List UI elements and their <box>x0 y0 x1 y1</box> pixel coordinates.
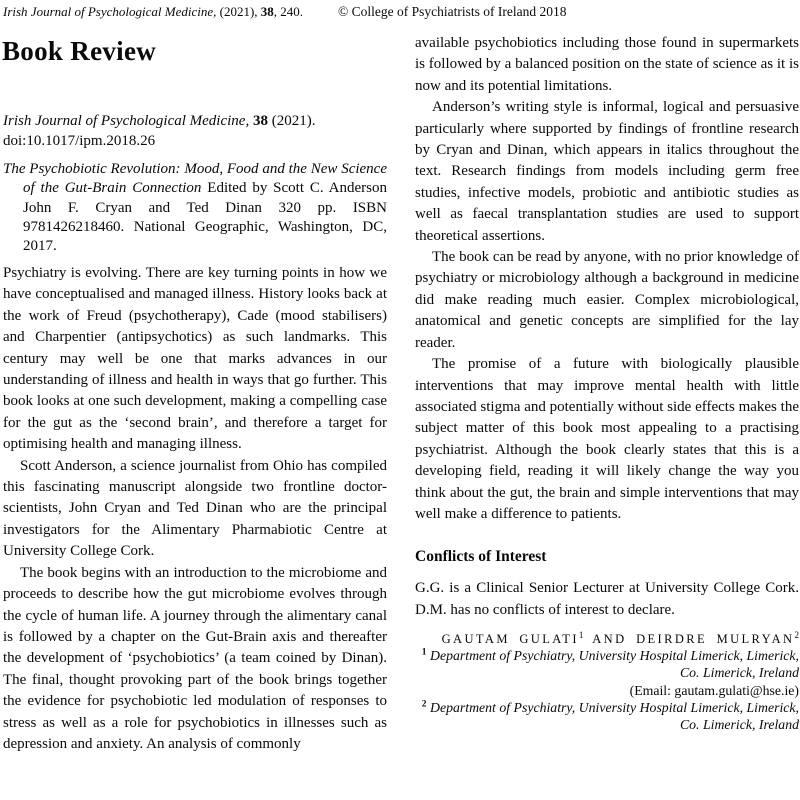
paragraph-authorship: Scott Anderson, a science journalist from Ohio has compiled this fascinating manuscript alongside two frontline doctor-scientists, John Cryan and Ted Dinan who are the principal investigators for the Alimentary Pharmabiotic Centre at University College Cork. <box>3 457 387 560</box>
book-details: Edited by Scott C. Anderson John F. Cryan and Ted Dinan 320 pp. ISBN 9781426218460. National Geographic, Washington, DC, 2017. <box>23 180 388 255</box>
journal-name: Irish Journal of Psychological Medicine, <box>3 4 217 19</box>
affiliation-2-text: Department of Psychiatry, University Hospital Limerick, Limerick, Co. Limerick, Ireland <box>429 699 799 732</box>
page-number: , 240. <box>273 4 304 19</box>
book-reference <box>3 160 387 256</box>
author-2-affiliation-marker: 2 <box>794 630 799 640</box>
citation-volume: 38 <box>252 113 268 129</box>
citation-block <box>3 112 388 151</box>
author-1-affiliation-marker: 1 <box>578 630 584 640</box>
affiliation-2 <box>415 699 799 733</box>
running-head <box>3 4 303 19</box>
conflicts-of-interest-heading: Conflicts of Interest <box>415 548 547 566</box>
author-block <box>415 632 799 733</box>
affiliation-2-marker: 2 <box>421 699 427 710</box>
book-title: The Psychobiotic Revolution: Mood, Food and the New Science of the Gut-Brain Connection <box>3 161 387 197</box>
author-email: (Email: gautam.gulati@hse.ie) <box>629 682 799 698</box>
author-name-1: GAUTAM GULATI <box>441 632 579 647</box>
conflicts-of-interest-text: G.G. is a Clinical Senior Lecturer at University College Cork. D.M. has no conflicts of interest to declare. <box>415 580 799 618</box>
doi: doi:10.1017/ipm.2018.26 <box>3 132 156 149</box>
affiliation-1-marker: 1 <box>421 647 427 658</box>
volume-number: 38 <box>260 4 274 19</box>
article-title: Book Review <box>2 36 157 66</box>
paragraph-conclusion: The promise of a future with biologically plausible interventions that may improve mental health with little associated stigma and potentially without side effects makes the subject matter of this book most appealing to a practising psychiatrist. Although the book clearly states that this is a developing field, reading it will likely change the way you think about the gut, the brain and simple interventions that may well make a difference to patients. <box>415 356 799 522</box>
paragraph-continuation: available psychobiotics including those found in supermarkets is followed by a balanced position on the state of science as it is now and its potential limitations. <box>415 35 799 94</box>
copyright-notice: © College of Psychiatrists of Ireland 2018 <box>338 4 567 19</box>
author-name-2: DEIRDRE MULRYAN <box>636 632 795 647</box>
affiliation-1-text: Department of Psychiatry, University Hospital Limerick, Limerick, Co. Limerick, Ireland <box>429 648 799 681</box>
right-column <box>415 33 799 733</box>
issue-info: (2021), <box>216 4 261 19</box>
paragraph-readability: The book can be read by anyone, with no prior knowledge of psychiatry or microbiology although a background in medicine did make reading much easier. Complex microbiological, anatomical and genetic concepts are simplified for the lay reader. <box>415 249 799 351</box>
citation-journal: Irish Journal of Psychological Medicine, <box>3 113 250 129</box>
author-names <box>415 632 799 647</box>
paragraph-writing-style: Anderson’s writing style is informal, logical and persuasive particularly where supported by findings of frontline research by Cryan and Dinan, which appears in italics throughout the text. Research findings from models including germ free studies, infective models, probiotic and antibiotic studies as well as faecal transplantation studies are used to support theoretical assertions. <box>415 99 799 244</box>
citation-line <box>3 112 388 132</box>
affiliation-1 <box>415 647 799 681</box>
author-connector: AND <box>592 632 627 647</box>
paragraph-intro: Psychiatry is evolving. There are key turning points in how we have conceptualised and managed illness. History looks back at the work of Freud (psychotherapy), Cade (mood stabilisers) and Charpentier (antipsychotics) as such landmarks. This century may well be one that marks advances in our understanding of illness and health in ways that go further. This book looks at one such development, making a compelling case for the gut as the ‘second brain’, and therefore a target for optimising health and managing illness. <box>3 265 387 453</box>
left-column <box>3 263 387 755</box>
paragraph-book-structure: The book begins with an introduction to the microbiome and proceeds to describe how the gut microbiome evolves through the cycle of human life. A journey through the alimentary canal is followed by a chapter on the Gut-Brain axis and thereafter the development of ‘psychobiotics’ (a team coined by Dinan). The final, thought provoking part of the book brings together the evidence for psychobiotic led modulation of responses to stress as well as a role for psychobiotics in illnesses such as depression and anxiety. An analysis of commonly <box>3 564 387 752</box>
citation-year: (2021). <box>271 113 316 129</box>
